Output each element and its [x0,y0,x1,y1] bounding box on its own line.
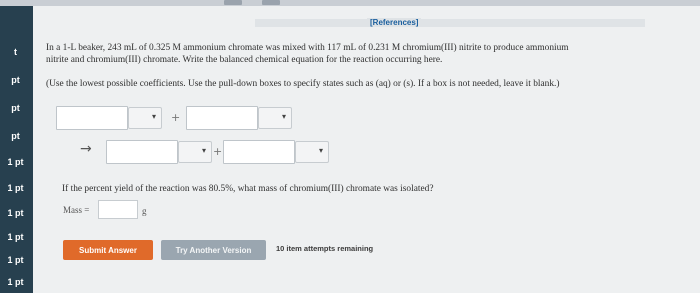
product-1-state-select[interactable] [178,141,212,163]
sidebar [0,6,33,293]
plus-sign: + [213,145,223,158]
reaction-arrow: → [80,141,92,157]
points-badge[interactable]: pt [11,75,20,85]
question-text-line2: nitrite and chromium(III) chromate. Write the balanced chemical equation for the reaction occurring here. [46,55,443,65]
reactant-2-state-select[interactable] [258,107,292,129]
mass-label: Mass = [63,205,90,215]
points-badge[interactable]: pt [11,131,20,141]
yield-question-text: If the percent yield of the reaction was 80.5%, what mass of chromium(III) chromate was isolated? [62,184,434,194]
points-badge[interactable]: 1 pt [7,157,24,167]
product-1-input[interactable] [106,140,178,164]
reactant-1-state-select[interactable] [128,107,162,129]
instructions-text: (Use the lowest possible coefficients. Use the pull-down boxes to specify states such as (aq) or (s). If a box is not needed, leave it blank.) [46,79,560,89]
mass-input[interactable] [98,200,138,219]
submit-answer-button[interactable]: Submit Answer [63,240,153,260]
mass-unit: g [142,206,147,216]
product-2-state-select[interactable] [295,141,329,163]
points-badge[interactable]: 1 pt [7,277,24,287]
chevron-down-icon: ▾ [201,146,206,155]
tab-icon [224,0,242,5]
plus-sign: + [171,111,181,124]
points-badge[interactable]: 1 pt [7,208,24,218]
points-badge[interactable]: 1 pt [7,232,24,242]
points-badge[interactable]: t [14,47,17,57]
points-badge[interactable]: pt [11,103,20,113]
chevron-down-icon: ▾ [151,112,156,121]
references-bar [255,19,645,27]
reactant-1-input[interactable] [56,106,128,130]
points-badge[interactable]: 1 pt [7,255,24,265]
points-badge[interactable]: 1 pt [7,183,24,193]
reactant-2-input[interactable] [186,106,258,130]
attempts-remaining-text: 10 item attempts remaining [276,244,374,253]
chevron-down-icon: ▾ [281,112,286,121]
question-text-line1: In a 1-L beaker, 243 mL of 0.325 M ammonium chromate was mixed with 117 mL of 0.231 M chromium(III) nitrite to produce ammonium [46,43,569,53]
try-another-version-button[interactable]: Try Another Version [161,240,266,260]
product-2-input[interactable] [223,140,295,164]
tab-icon [262,0,280,5]
chevron-down-icon: ▾ [318,146,323,155]
references-link[interactable]: [References] [367,18,421,27]
